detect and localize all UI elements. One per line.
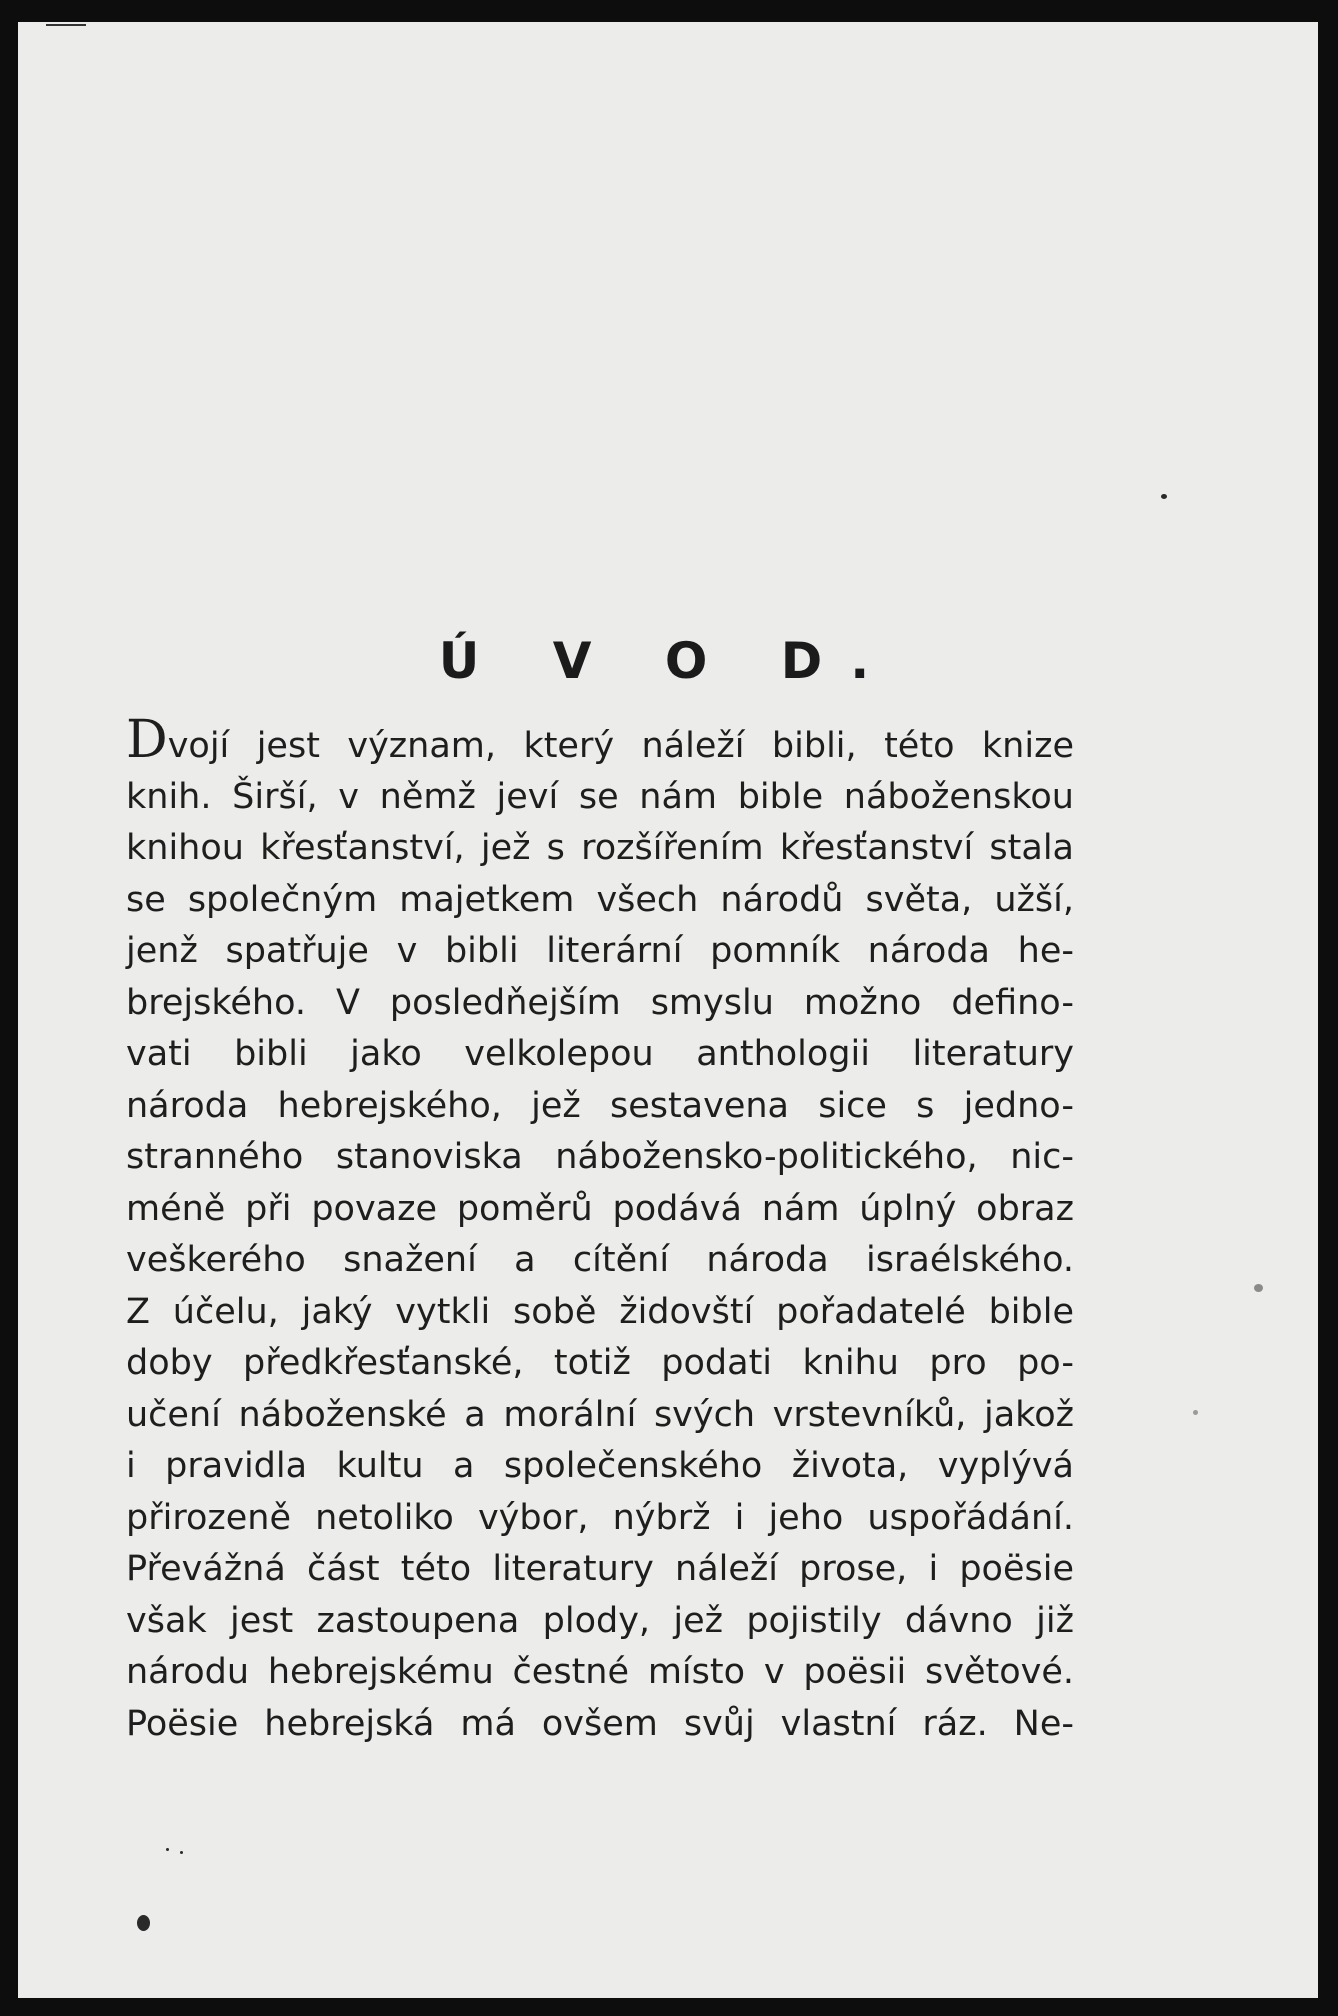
text-line: veškerého snažení a cítění národa israélského. — [126, 1240, 1074, 1280]
text-line — [126, 710, 1074, 772]
book-page — [18, 22, 1318, 1998]
text-line: stranného stanoviska nábožensko-politického, nic- — [126, 1137, 1074, 1177]
body-paragraph — [126, 710, 1074, 1750]
text-line: Z účelu, jaký vytkli sobě židovští pořadatelé bible — [126, 1291, 1074, 1332]
text-line-content: vojí jest význam, který náleží bibli, této knize — [167, 726, 1074, 766]
text-line: brejského. V posledňejším smyslu možno defino- — [126, 982, 1074, 1023]
scan-speck — [137, 1915, 150, 1931]
text-line: méně při povaze poměrů podává nám úplný obraz — [126, 1188, 1074, 1229]
text-line: doby předkřesťanské, totiž podati knihu pro po- — [126, 1343, 1074, 1383]
text-line: knihou křesťanství, jež s rozšířením křesťanství stala — [126, 828, 1074, 868]
text-line: přirozeně netoliko výbor, nýbrž i jeho uspořádání. — [126, 1497, 1074, 1538]
text-line: Převážná část této literatury náleží prose, i poësie — [126, 1549, 1074, 1589]
text-line: jenž spatřuje v bibli literární pomník národa he- — [126, 931, 1074, 971]
text-line: učení náboženské a morální svých vrstevníků, jakož — [126, 1394, 1074, 1435]
text-line: národu hebrejskému čestné místo v poësii světové. — [126, 1652, 1074, 1692]
text-line: knih. Širší, v němž jeví se nám bible náboženskou — [126, 776, 1074, 817]
text-line: vati bibli jako velkolepou anthologii literatury — [126, 1034, 1074, 1074]
scan-speck — [1193, 1410, 1198, 1415]
text-line: i pravidla kultu a společenského života, vyplývá — [126, 1446, 1074, 1486]
scan-speck — [1161, 494, 1167, 499]
chapter-heading: Ú V O D. — [438, 632, 898, 690]
scan-speck — [1254, 1284, 1263, 1292]
text-line: se společným majetkem všech národů světa, užší, — [126, 879, 1074, 920]
scan-edge-mark — [46, 24, 86, 26]
text-line: však jest zastoupena plody, jež pojistily dávno již — [126, 1600, 1074, 1641]
scan-speck — [166, 1848, 169, 1851]
text-line: Poësie hebrejská má ovšem svůj vlastní ráz. Ne- — [126, 1703, 1074, 1744]
text-line: národa hebrejského, jež sestavena sice s jedno- — [126, 1085, 1074, 1126]
scan-speck — [180, 1851, 183, 1854]
drop-cap: D — [126, 710, 168, 770]
